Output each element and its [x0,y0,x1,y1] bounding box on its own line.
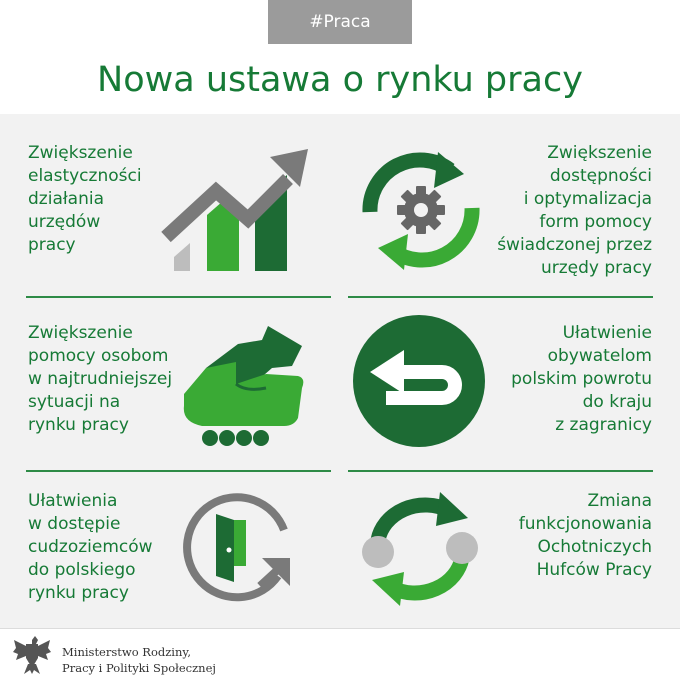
item-text-availability: Zwiększenie dostępności i optymalizacja form pomocy świadczonej przez urzędy pracy [497,143,652,278]
divider-right-1 [348,296,653,298]
ministry-name: Ministerstwo Rodziny, Pracy i Polityki Społecznej [62,645,216,675]
return-arrow-icon [352,314,486,448]
divider-left-2 [26,470,331,472]
item-text-foreigners: Ułatwienia w dostępie cudzoziemców do polskiego rynku pracy [28,491,153,603]
item-text-ohp: Zmiana funkcjonowania Ochotniczych Hufców Pracy [518,491,652,580]
hashtag-badge: #Praca [268,0,412,44]
door-entry-icon [180,486,300,606]
helping-hand-icon [176,318,306,448]
item-text-flexibility: Zwiększenie elastyczności działania urzędów pracy [28,143,142,255]
growth-chart-icon [160,145,310,273]
divider-right-2 [348,470,653,472]
page-title: Nowa ustawa o rynku pracy [97,60,583,100]
exchange-cycle-icon [356,490,484,608]
gear-cycle-icon [358,150,486,272]
divider-left-1 [26,296,331,298]
item-text-return: Ułatwienie obywatelom polskim powrotu do kraju z zagranicy [511,323,652,435]
polish-eagle-icon [12,634,52,676]
item-text-help: Zwiększenie pomocy osobom w najtrudniejszej sytuacji na rynku pracy [28,323,173,435]
